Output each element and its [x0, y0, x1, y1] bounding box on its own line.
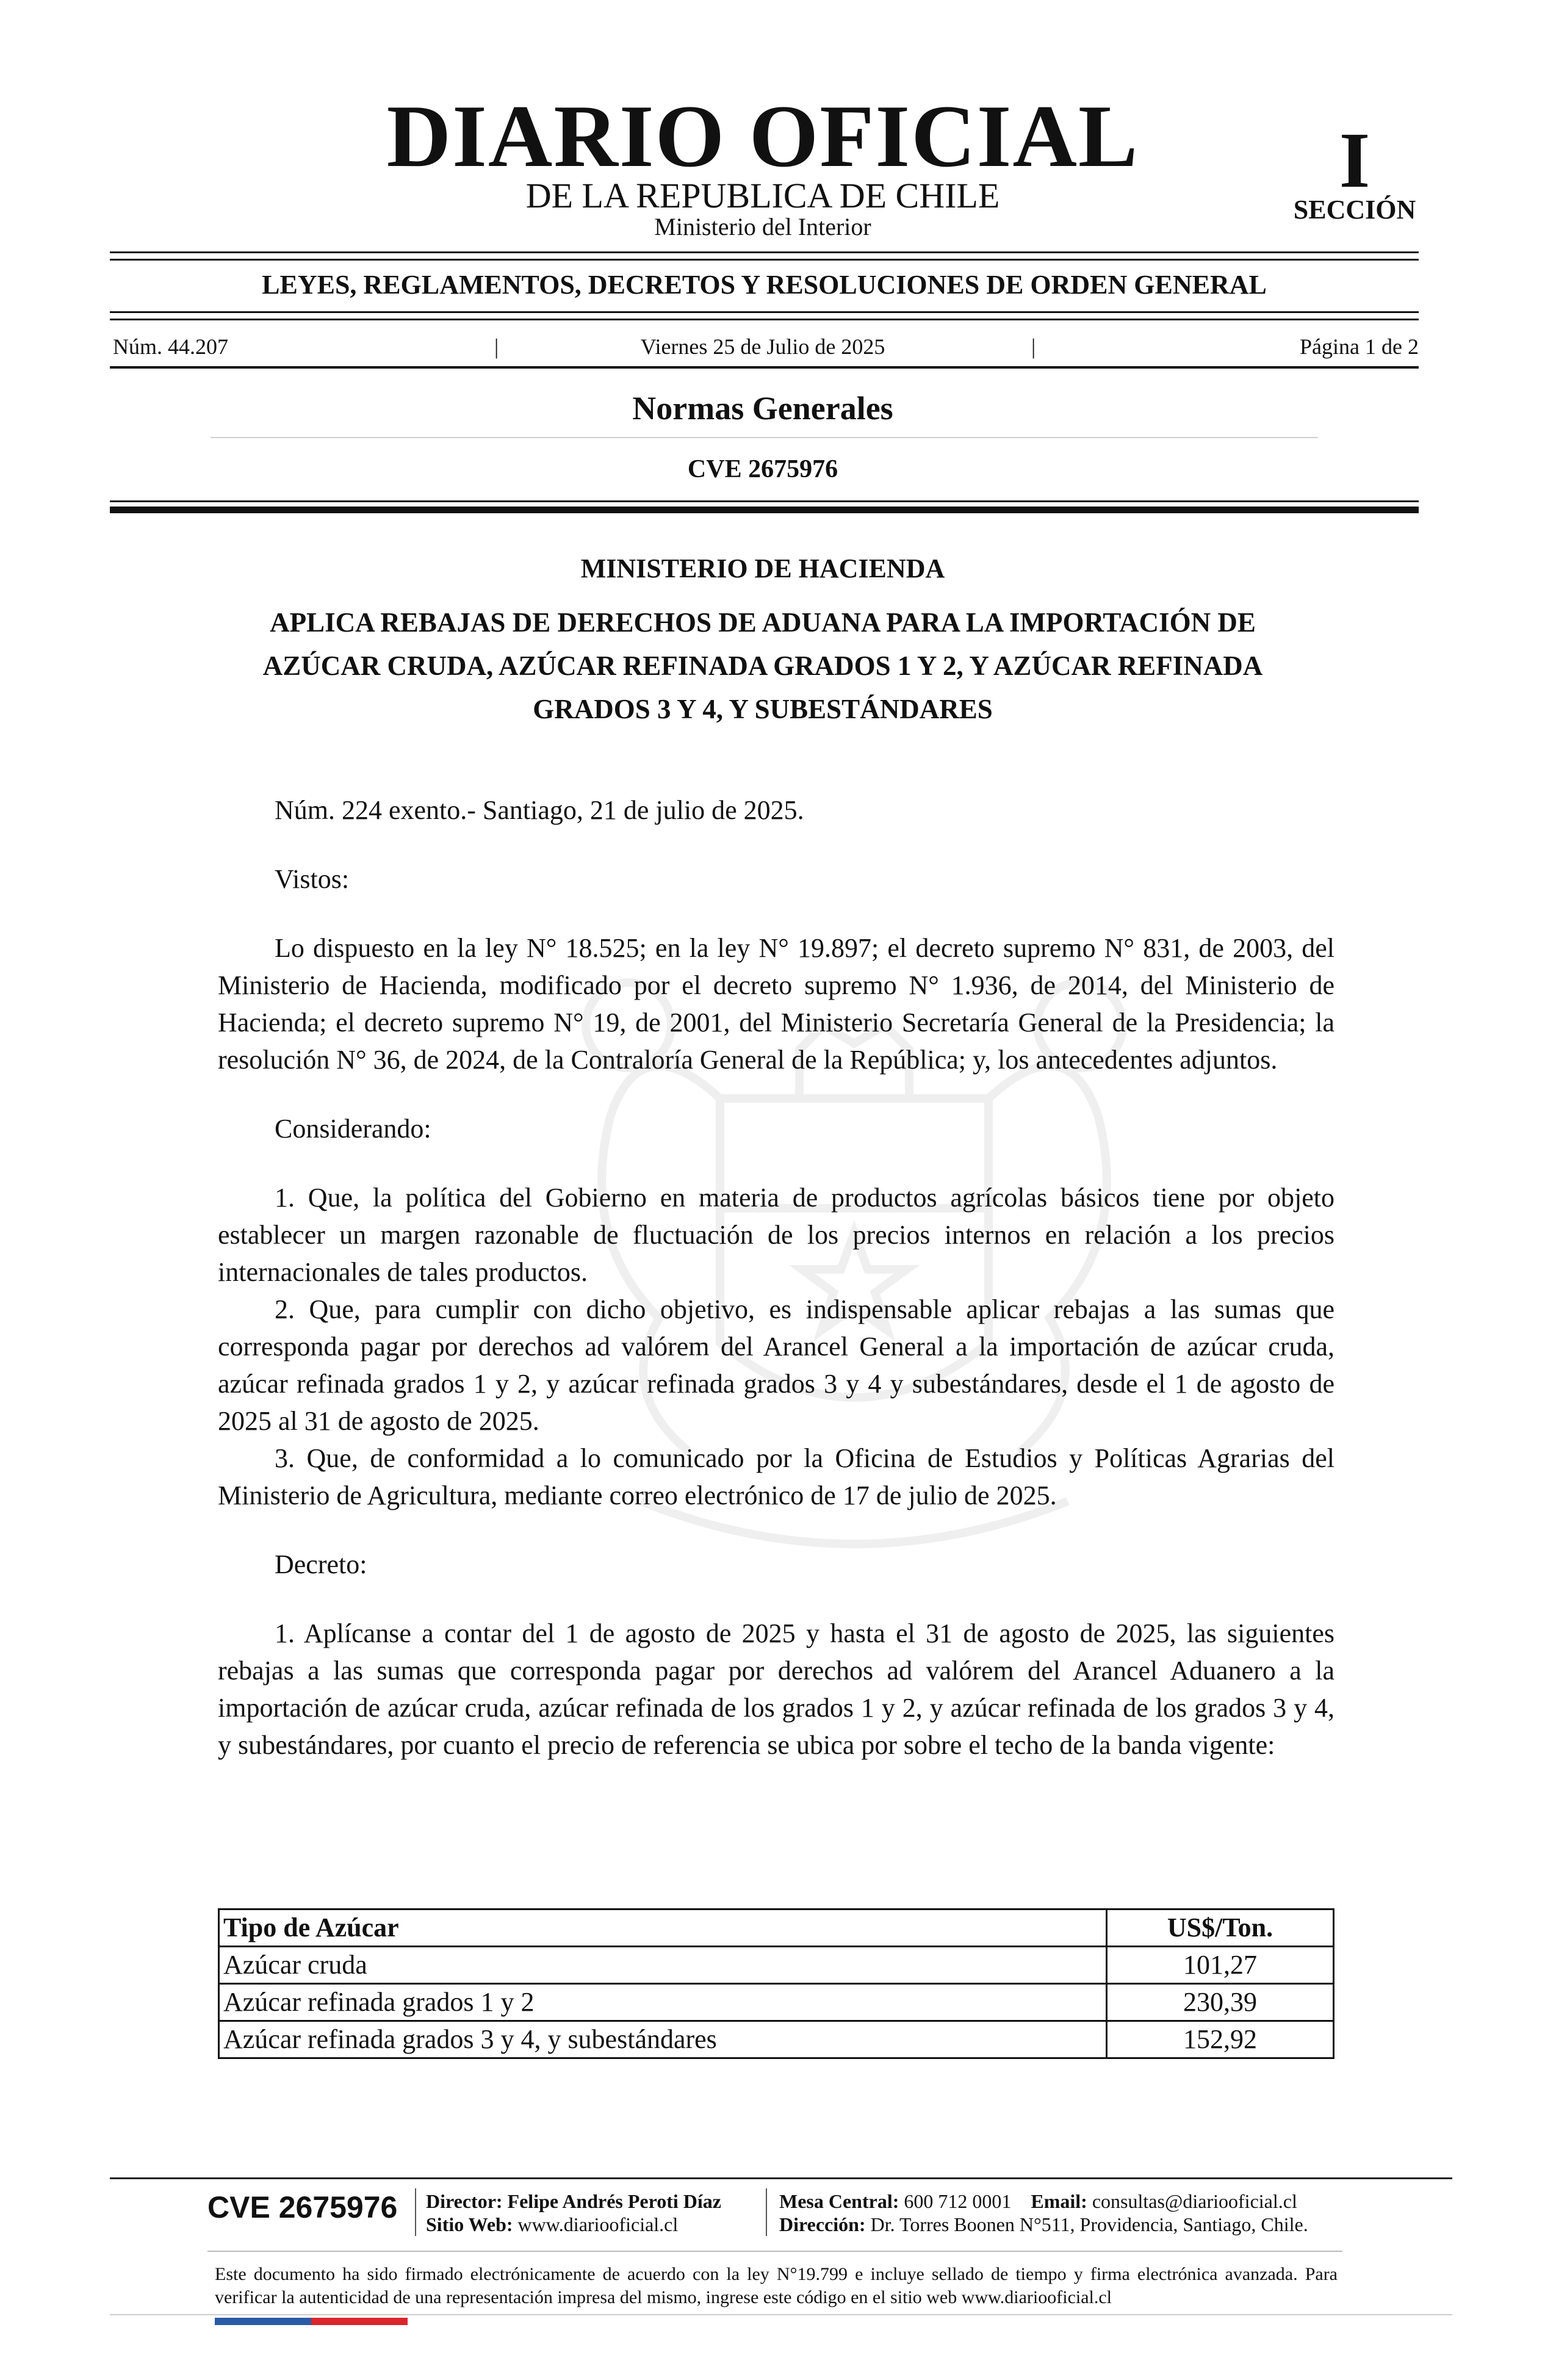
heading-line: APLICA REBAJAS DE DERECHOS DE ADUANA PARA LA IMPORTACIÓN DE — [270, 607, 1256, 638]
heading-line: AZÚCAR CRUDA, AZÚCAR REFINADA GRADOS 1 Y 2, Y AZÚCAR REFINADA — [262, 651, 1263, 681]
considerando-item: 2. Que, para cumplir con dicho objetivo, es indispensable aplicar rebajas a las sumas que corresponda pagar por derechos ad valórem del Arancel General a la importación de azúcar cruda, azúcar refinada grados 1 y 2, y azúcar refinada grados 3 y 4 y subestándares, desde el 1 de agosto de 2025 al 31 de agosto de 2025. — [218, 1294, 1334, 1436]
price-cell: 230,39 — [1107, 1984, 1334, 2021]
cve-code: CVE 2675976 — [687, 455, 838, 483]
address-text: Dr. Torres Boonen N°511, Providencia, Santiago, Chile. — [870, 2213, 1308, 2235]
director-name: Felipe Andrés Peroti Díaz — [507, 2190, 721, 2212]
table-row — [219, 1947, 1334, 1984]
vistos-paragraph: Lo dispuesto en la ley N° 18.525; en la ley N° 19.897; el decreto supremo N° 831, de 2003, del Ministerio de Hacienda, modificado por el decreto supremo N° 1.936, de 2014, del Ministerio de Hacienda; el decreto supremo N° 19, de 2001, del Ministerio Secretaría General de la Presidencia; la resolución N° 36, de 2024, de la Contraloría General de la República; y, los antecedentes adjuntos. — [218, 933, 1334, 1075]
masthead-rule-top — [110, 251, 1419, 253]
table-header-row — [219, 1909, 1334, 1947]
document-ministry: MINISTERIO DE HACIENDA — [580, 554, 945, 583]
newspaper-ministry: Ministerio del Interior — [654, 213, 871, 240]
email-link[interactable]: consultas@diariooficial.cl — [1092, 2190, 1297, 2212]
footer-rule-top — [110, 2177, 1452, 2179]
considerando-label: Considerando: — [275, 1114, 431, 1144]
phone-label: Mesa Central: — [779, 2190, 899, 2212]
price-cell: 101,27 — [1107, 1947, 1334, 1984]
newspaper-subtitle: DE LA REPUBLICA DE CHILE — [525, 176, 1000, 215]
issue-date: Viernes 25 de Julio de 2025 — [640, 334, 885, 359]
issue-number: Núm. 44.207 — [113, 334, 228, 359]
flag-bar-red — [311, 2318, 408, 2325]
price-cell: 152,92 — [1107, 2021, 1334, 2058]
address-label: Dirección: — [779, 2213, 866, 2235]
section-label: SECCIÓN — [1293, 195, 1416, 225]
document-heading — [153, 601, 1373, 731]
footer-separator — [766, 2188, 767, 2236]
email-label: Email: — [1031, 2190, 1087, 2212]
footer-contact-block — [779, 2190, 1308, 2236]
section-number: I — [1339, 117, 1371, 204]
sugar-type-cell: Azúcar refinada grados 3 y 4, y subestándares — [219, 2021, 1107, 2058]
footer-separator — [415, 2188, 416, 2236]
table-row — [219, 2021, 1334, 2058]
masthead-rule-top-2 — [110, 259, 1419, 261]
decree-number-line: Núm. 224 exento.- Santiago, 21 de julio de 2025. — [275, 795, 804, 825]
sugar-type-cell: Azúcar cruda — [219, 1947, 1107, 1984]
issue-separator: | — [1031, 334, 1036, 359]
document-body — [218, 792, 1334, 1764]
table-header-price: US$/Ton. — [1107, 1909, 1334, 1947]
page-indicator: Página 1 de 2 — [1300, 334, 1419, 359]
considerando-item: 3. Que, de conformidad a lo comunicado por la Oficina de Estudios y Políticas Agrarias del Ministerio de Agricultura, mediante correo electrónico de 17 de julio de 2025. — [218, 1443, 1334, 1510]
table-header-type: Tipo de Azúcar — [219, 1909, 1107, 1947]
banner-rule-bottom — [110, 311, 1419, 313]
heading-line: GRADOS 3 Y 4, Y SUBESTÁNDARES — [533, 694, 993, 724]
sugar-type-cell: Azúcar refinada grados 1 y 2 — [219, 1984, 1107, 2021]
footer-signature-note: Este documento ha sido firmado electrónicamente de acuerdo con la ley N°19.799 e incluye sellado de tiempo y firma electrónica avanzada. Para verificar la autenticidad de una representación impresa del mismo, ingrese este código en el sitio web www.diariooficial.cl — [215, 2264, 1338, 2307]
cve-rule-thin — [110, 500, 1419, 502]
section-divider — [211, 437, 1318, 438]
footer-rule-bottom — [110, 2314, 1452, 2315]
category-banner: LEYES, REGLAMENTOS, DECRETOS Y RESOLUCIONES DE ORDEN GENERAL — [262, 270, 1267, 300]
decreto-article-1: 1. Aplícanse a contar del 1 de agosto de 2025 y hasta el 31 de agosto de 2025, las siguientes rebajas a las sumas que corresponda pagar por derechos ad valórem del Arancel Aduanero a la importación de azúcar cruda, azúcar refinada de los grados 1 y 2, y azúcar refinada de los grados 3 y 4, y subestándares, por cuanto el precio de referencia se ubica por sobre el techo de la banda vigente: — [218, 1618, 1334, 1760]
issue-separator: | — [494, 334, 499, 359]
site-link[interactable]: www.diariooficial.cl — [517, 2213, 679, 2235]
flag-bar-blue — [215, 2318, 311, 2325]
vistos-label: Vistos: — [275, 864, 350, 894]
footer-divider — [207, 2251, 1342, 2252]
table-row — [219, 1984, 1334, 2021]
phone-number: 600 712 0001 — [904, 2190, 1012, 2212]
considerando-item: 1. Que, la política del Gobierno en materia de productos agrícolas básicos tiene por objeto establecer un margen razonable de fluctuación de los precios internos en relación a los precios internacionales de tales productos. — [218, 1183, 1334, 1287]
site-label: Sitio Web: — [426, 2213, 513, 2235]
sugar-rebate-table — [218, 1908, 1334, 2059]
footer-director-block — [426, 2190, 721, 2236]
cve-rule-thick — [110, 507, 1419, 513]
section-title: Normas Generales — [632, 390, 893, 427]
decreto-label: Decreto: — [275, 1549, 367, 1579]
footer-cve: CVE 2675976 — [207, 2190, 398, 2224]
info-rule — [110, 366, 1419, 369]
newspaper-title: DIARIO OFICIAL — [386, 87, 1139, 186]
director-label: Director: — [426, 2190, 503, 2212]
banner-rule-bottom-2 — [110, 319, 1419, 320]
